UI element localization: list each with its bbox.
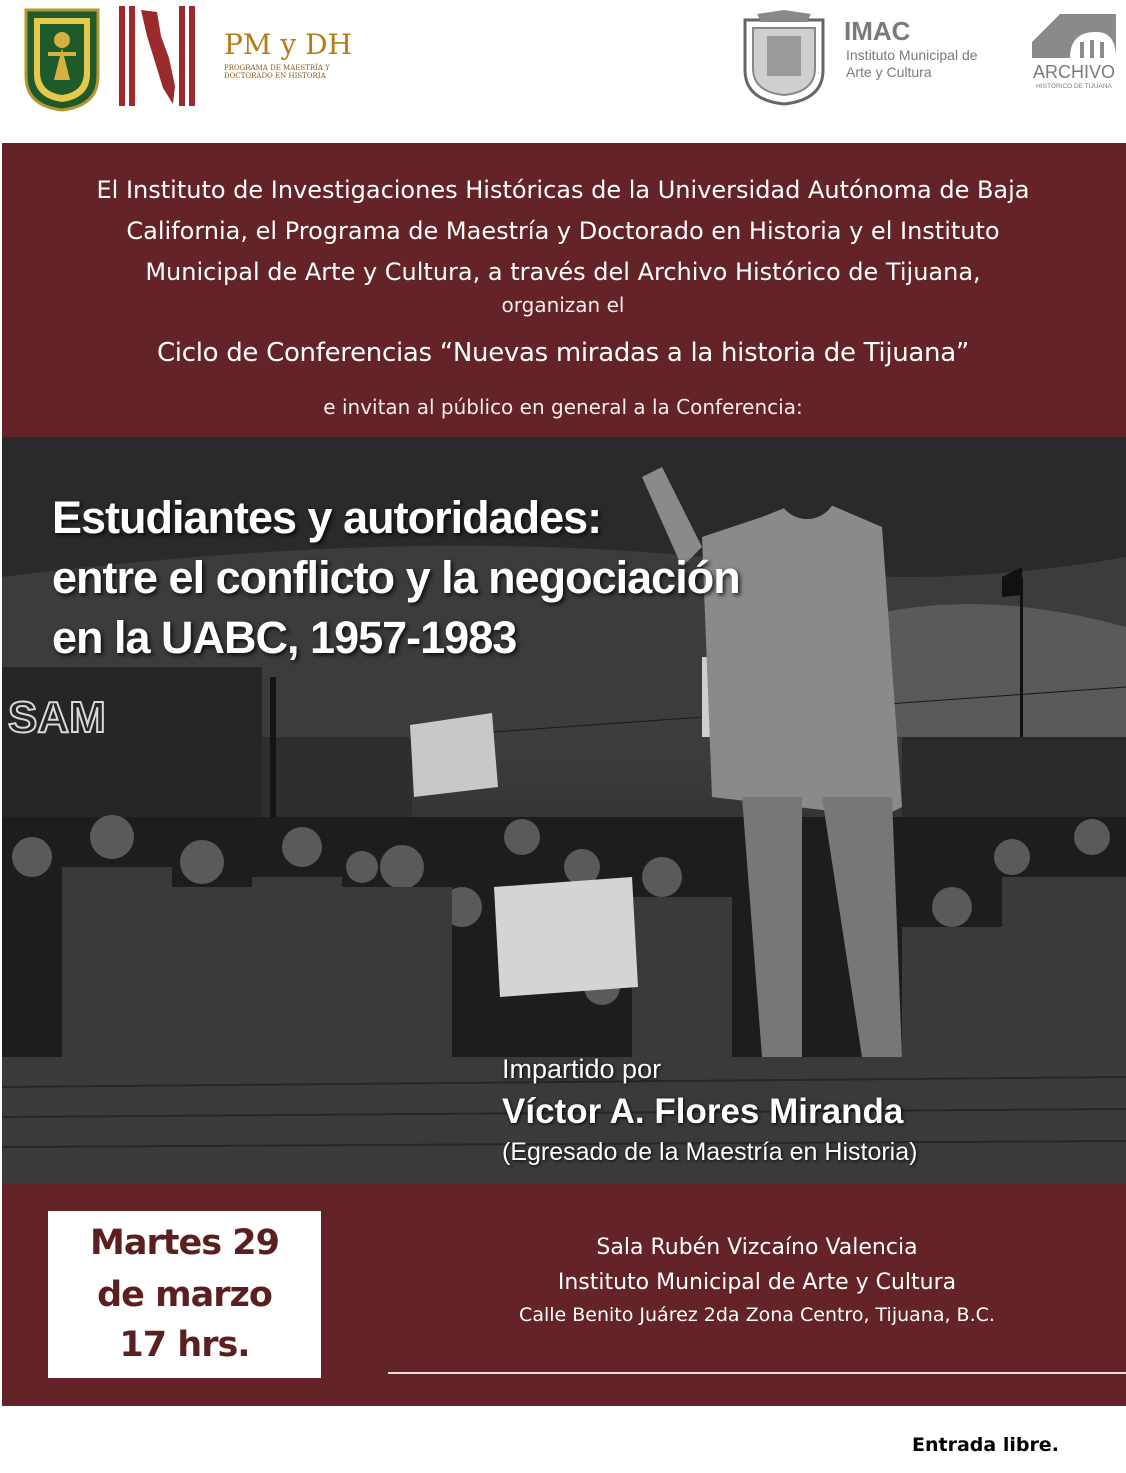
date-day: Martes 29 (90, 1223, 279, 1263)
intro-line-2: California, el Programa de Maestría y Doctorado en Historia y el Instituto (126, 217, 1000, 245)
pmdh-subtitle: PROGRAMA DE MAESTRÍA Y DOCTORADO EN HISTORIA (224, 64, 330, 80)
conference-title-line-2: entre el conflicto y la negociación (52, 552, 740, 603)
free-entry-note: Entrada libre. (912, 1434, 1059, 1456)
date-month: de marzo (97, 1275, 272, 1315)
header-logos (0, 0, 1126, 140)
intro-line-3: Municipal de Arte y Cultura, a través del Archivo Histórico de Tijuana, (145, 258, 981, 286)
baja-california-map-icon (117, 6, 197, 106)
intro-line-1: El Instituto de Investigaciones Históricas de la Universidad Autónoma de Baja (96, 176, 1030, 204)
conference-title-line-1: Estudiantes y autoridades: (52, 492, 602, 543)
tijuana-seal-icon (737, 10, 831, 106)
imac-title: IMAC (844, 16, 911, 46)
pmdh-title: PM y DH (224, 28, 352, 61)
imac-logo (844, 16, 1024, 86)
conference-title (52, 488, 812, 668)
pmdh-logo (224, 28, 374, 88)
archivo-title: ARCHIVO (1032, 62, 1115, 82)
speaker-name: Víctor A. Flores Miranda (502, 1092, 904, 1131)
uabc-seal-icon (22, 6, 102, 112)
date-box (48, 1211, 321, 1378)
archivo-mark-icon (1030, 12, 1118, 60)
archivo-logo (1030, 12, 1118, 94)
invitan-text: e invitan al público en general a la Conferencia: (323, 395, 803, 419)
speaker-label: Impartido por (502, 1054, 662, 1084)
speaker-role: (Egresado de la Maestría en Historia) (502, 1138, 918, 1166)
photo-sam-sign: SAM (8, 693, 106, 742)
archivo-subtitle: HISTÓRICO DE TIJUANA (1036, 83, 1112, 90)
imac-line1: Instituto Municipal de (846, 47, 978, 63)
venue-institute: Instituto Municipal de Arte y Cultura (557, 1270, 957, 1295)
conference-title-line-3: en la UABC, 1957-1983 (52, 612, 517, 663)
organizan-text: organizan el (501, 293, 625, 317)
intro-text (30, 170, 1096, 293)
ciclo-title: Ciclo de Conferencias “Nuevas miradas a la historia de Tijuana” (156, 338, 970, 368)
imac-line2: Arte y Cultura (846, 64, 932, 80)
date-time: 17 hrs. (119, 1325, 250, 1365)
venue-room: Sala Rubén Vizcaíno Valencia (596, 1235, 918, 1260)
divider-line (388, 1372, 1126, 1374)
venue-address: Calle Benito Juárez 2da Zona Centro, Tijuana, B.C. (519, 1304, 995, 1326)
